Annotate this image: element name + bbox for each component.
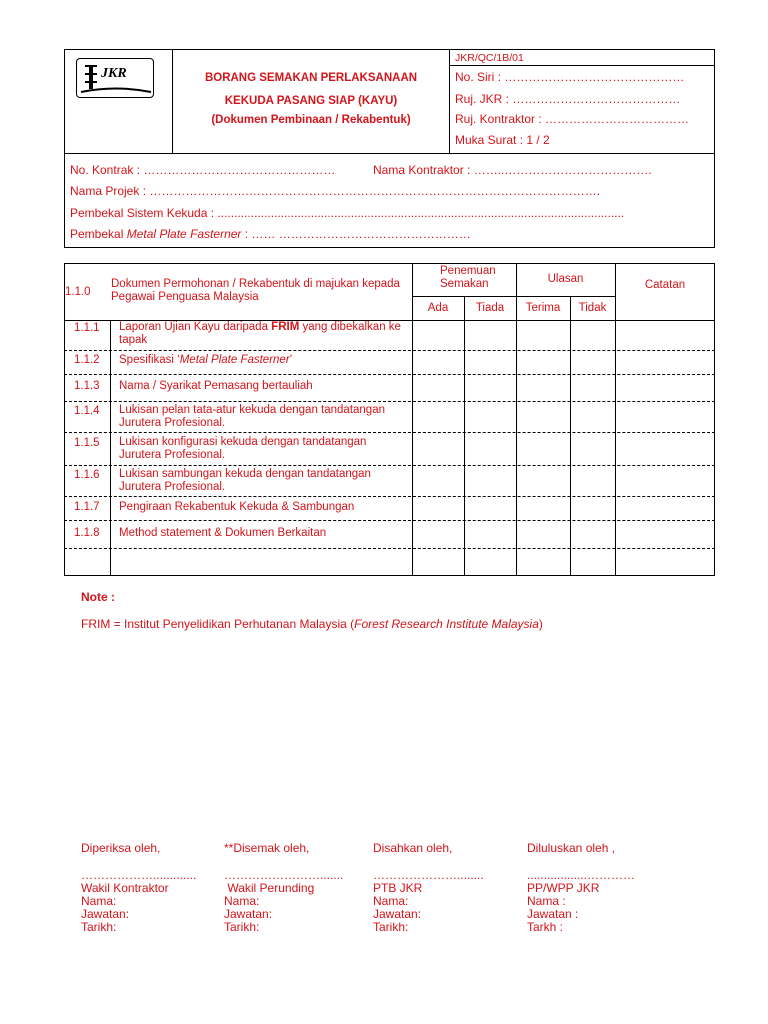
title-line1: BORANG SEMAKAN PERLAKSANAAN	[204, 72, 418, 84]
no-siri: No. Siri : ………………………………………	[455, 70, 685, 84]
row-desc: Lukisan sambungan kekuda dengan tandatangan Jurutera Profesional.	[119, 468, 371, 493]
sig-nama: Nama:	[373, 894, 409, 908]
row-sep	[64, 401, 715, 402]
col-penemuan-semakan: Penemuan Semakan	[440, 265, 496, 290]
title-line2: KEKUDA PASANG SIAP (KAYU)	[224, 95, 398, 107]
row-desc: Lukisan pelan tata-atur kekuda dengan tandatangan Jurutera Profesional.	[119, 404, 385, 429]
row-desc-italic: Metal Plate Fasterner	[179, 354, 290, 366]
row-no: 1.1.3	[74, 380, 100, 392]
signature-block-ptb	[373, 842, 484, 934]
pembekal-sistem-field: Pembekal Sistem Kekuda : ..........................................................................................................................	[70, 206, 625, 220]
signature-block-kontraktor	[81, 842, 196, 934]
row-sep	[64, 465, 715, 466]
row-no: 1.1.1	[74, 322, 100, 334]
row-sep	[64, 496, 715, 497]
sig-heading: Disahkan oleh,	[373, 841, 453, 855]
sig-role: PTB JKR	[373, 881, 423, 895]
jkr-logo	[76, 58, 154, 98]
pembekal-mpf-field	[70, 227, 471, 241]
row-desc-post: ’	[289, 354, 293, 366]
col-ulasan: Ulasan	[547, 273, 584, 285]
col-catatan: Catatan	[644, 279, 686, 291]
note-text	[81, 617, 543, 631]
row-desc: Method statement & Dokumen Berkaitan	[119, 527, 327, 539]
col-line-ada	[464, 296, 465, 576]
note-label: Note :	[81, 590, 115, 604]
sig-heading: **Disemak oleh,	[224, 841, 310, 855]
row-desc-bold: FRIM	[271, 321, 300, 333]
col-line-tidak	[615, 263, 616, 576]
ruj-kontraktor: Ruj. Kontraktor : ………………………………	[455, 112, 690, 126]
row-no: 1.1.7	[74, 501, 100, 513]
sig-tarikh: Tarikh:	[373, 920, 409, 934]
signature-block-perunding	[224, 842, 343, 934]
no-kontrak-field: No. Kontrak : …………………………………………	[70, 163, 336, 177]
sig-dots: …………………........	[373, 868, 484, 882]
row-no: 1.1.2	[74, 354, 100, 366]
sig-dots: ..................…………	[527, 868, 636, 882]
form-code: JKR/QC/1B/01	[455, 52, 524, 64]
pembekal-prefix: Pembekal	[70, 227, 127, 241]
row-sep	[64, 520, 715, 521]
row-desc	[119, 321, 409, 347]
col-tidak: Tidak	[578, 302, 607, 314]
row-sep	[64, 432, 715, 433]
header-subline	[412, 296, 615, 297]
row-desc: Pengiraan Rekabentuk Kekuda & Sambungan	[119, 501, 355, 513]
signature-block-pp	[527, 842, 635, 934]
pembekal-suffix: : …… …………………………………………	[241, 227, 471, 241]
note-text-prefix: FRIM = Institut Penyelidikan Perhutanan Malaysia (	[81, 617, 355, 631]
nama-kontraktor-field: Nama Kontraktor : ……..……………………………….	[373, 163, 652, 177]
sig-jawatan: Jawatan:	[224, 907, 273, 921]
row-desc-post: yang dibekalkan ke tapak	[119, 321, 401, 346]
title-line3: (Dokumen Pembinaan / Rekabentuk)	[211, 114, 411, 126]
col-tiada: Tiada	[475, 302, 505, 314]
section-no: 1.1.0	[65, 286, 91, 298]
row-sep	[64, 350, 715, 351]
nama-projek-field: Nama Projek : …………………….…………………………………………………………………………….	[70, 184, 601, 198]
row-no: 1.1.4	[74, 405, 100, 417]
sig-jawatan: Jawatan :	[527, 907, 579, 921]
sig-dots: ……………….............	[81, 868, 197, 882]
sig-role: Wakil Kontraktor	[81, 881, 169, 895]
sig-nama: Nama:	[224, 894, 260, 908]
logo-text: JKR	[101, 66, 127, 81]
sig-nama: Nama:	[81, 894, 117, 908]
muka-surat: Muka Surat : 1 / 2	[455, 133, 550, 147]
sig-nama: Nama :	[527, 894, 566, 908]
row-desc-pre: Spesifikasi ‘	[119, 354, 180, 366]
ruj-jkr: Ruj. JKR : ……………………………………	[455, 92, 681, 106]
sig-tarikh: Tarikh:	[224, 920, 260, 934]
sig-heading: Diperiksa oleh,	[81, 841, 161, 855]
row-no: 1.1.5	[74, 437, 100, 449]
col-terima: Terima	[525, 302, 561, 314]
sig-jawatan: Jawatan:	[373, 907, 422, 921]
row-no: 1.1.8	[74, 527, 100, 539]
col-ada: Ada	[427, 302, 449, 314]
row-sep	[64, 548, 715, 549]
pembekal-italic: Metal Plate Fasterner	[126, 227, 242, 241]
sig-heading: Diluluskan oleh ,	[527, 841, 616, 855]
note-text-suffix: )	[538, 617, 543, 631]
row-desc-pre: Laporan Ujian Kayu daripada	[119, 321, 272, 333]
row-desc: Nama / Syarikat Pemasang bertauliah	[119, 380, 313, 392]
sig-role: PP/WPP JKR	[527, 881, 600, 895]
col-line-terima	[570, 296, 571, 576]
sig-tarikh: Tarkh :	[527, 920, 564, 934]
sig-jawatan: Jawatan:	[81, 907, 130, 921]
sig-tarikh: Tarikh:	[81, 920, 117, 934]
section-title: Dokumen Permohonan / Rekabentuk di majukan kepada Pegawai Penguasa Malaysia	[111, 278, 400, 303]
note-text-italic: Forest Research Institute Malaysia	[354, 617, 539, 631]
sig-dots: …………………….......	[224, 868, 344, 882]
col-line-no	[110, 320, 111, 576]
row-sep	[64, 374, 715, 375]
row-no: 1.1.6	[74, 469, 100, 481]
form-code-underline	[449, 65, 715, 66]
row-desc	[119, 353, 292, 367]
sig-role: Wakil Perunding	[224, 881, 315, 895]
row-desc: Lukisan konfigurasi kekuda dengan tandatangan Jurutera Profesional.	[119, 436, 367, 461]
